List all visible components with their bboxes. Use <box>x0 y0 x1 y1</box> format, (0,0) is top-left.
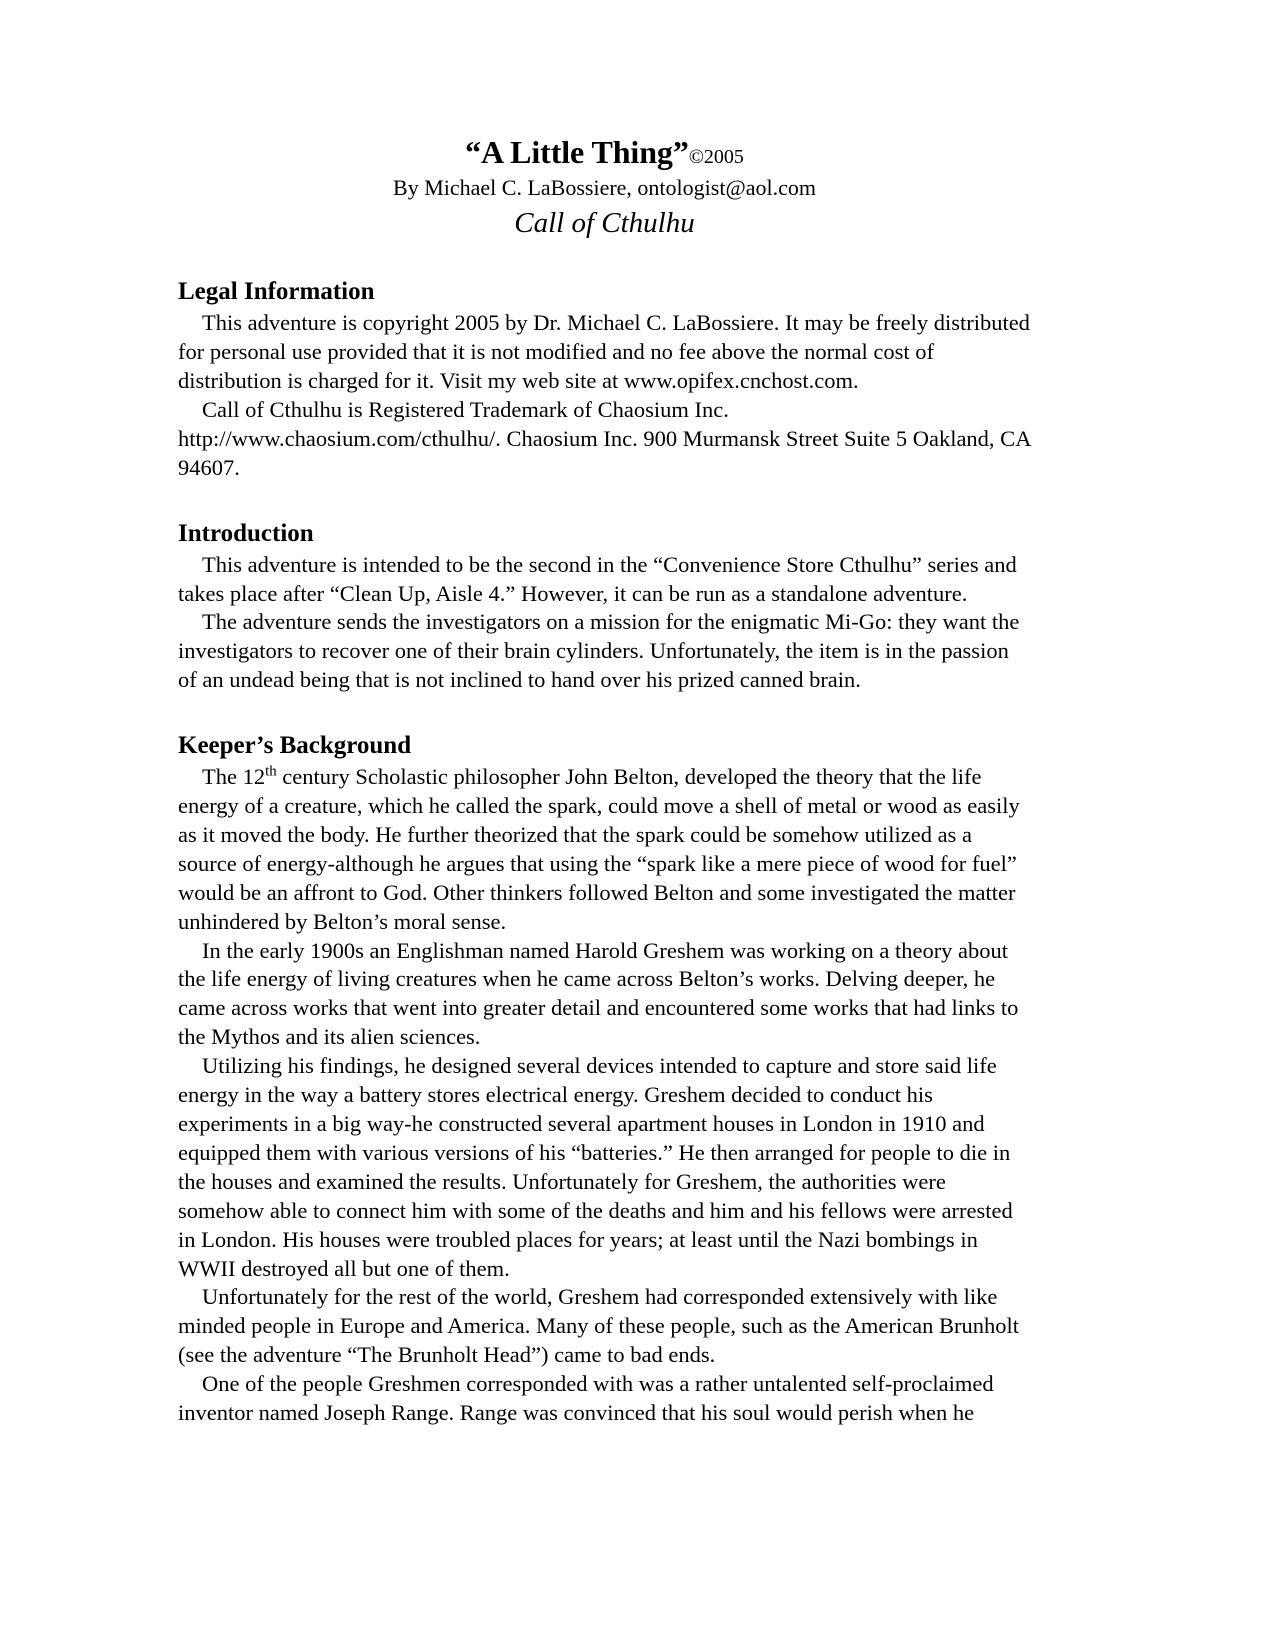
title-block <box>178 134 1031 241</box>
paragraph-body: century Scholastic philosopher John Belton, developed the theory that the life energy of a creature, which he called the spark, could move a shell of metal or wood as easily as it moved the body. He further theorized that the spark could be somehow utilized as a source of energy-although he argues that using the “spark like a mere piece of wood for fuel” would be an affront to God. Other thinkers followed Belton and some investigated the matter unhindered by Belton’s moral sense. <box>178 764 1020 934</box>
author-byline: By Michael C. LaBossiere, ontologist@aol.com <box>393 174 816 200</box>
paragraph: The adventure sends the investigators on a mission for the enigmatic Mi-Go: they want the investigators to recover one of their brain cylinders. Unfortunately, the item is in the passion of an undead being that is not inclined to hand over his prized canned brain. <box>178 609 1020 693</box>
paragraph: Call of Cthulhu is Registered Trademark of Chaosium Inc. http://www.chaosium.com/cthulhu/. Chaosium Inc. 900 Murmansk Street Suite 5 Oakland, CA 94607. <box>178 396 1031 480</box>
section-heading-keepers-background: Keeper’s Background <box>178 732 412 760</box>
paragraph: One of the people Greshmen corresponded with was a rather untalented self-proclaimed inventor named Joseph Range. Range was convinced that his soul would perish when he <box>178 1371 994 1426</box>
copyright-mark: ©2005 <box>688 146 744 168</box>
title-text: “A Little Thing” <box>465 134 689 170</box>
paragraph <box>178 763 1031 936</box>
game-system-title: Call of Cthulhu <box>514 206 695 239</box>
paragraph-prefix: The 12 <box>202 764 266 790</box>
paragraph: This adventure is intended to be the second in the “Convenience Store Cthulhu” series and takes place after “Clean Up, Aisle 4.” However, it can be run as a standalone adventure. <box>178 551 1017 606</box>
section-introduction <box>178 519 1031 696</box>
paragraph: This adventure is copyright 2005 by Dr. Michael C. LaBossiere. It may be freely distributed for personal use provided that it is not modified and no fee above the normal cost of distribution is charged for it. Visit my web site at www.opifex.cnchost.com. <box>178 310 1030 393</box>
ordinal-superscript: th <box>265 763 277 780</box>
section-keepers-background <box>178 731 1031 1428</box>
page-title <box>178 134 1031 172</box>
page-content <box>178 134 1031 1428</box>
section-legal-information <box>178 277 1031 482</box>
section-heading-legal-information: Legal Information <box>178 278 375 306</box>
paragraph: In the early 1900s an Englishman named Harold Greshem was working on a theory about the life energy of living creatures when he came across Belton’s works. Delving deeper, he came across works that went into greater detail and encountered some works that had links to the Mythos and its alien sciences. <box>178 937 1019 1050</box>
paragraph: Unfortunately for the rest of the world, Greshem had corresponded extensively with like minded people in Europe and America. Many of these people, such as the American Brunholt (see the adventure “The Brunholt Head”) came to bad ends. <box>178 1284 1020 1368</box>
paragraph: Utilizing his findings, he designed several devices intended to capture and store said life energy in the way a battery stores electrical energy. Greshem decided to conduct his experiments in a big way-he constructed several apartment houses in London in 1910 and equipped them with various versions of his “batteries.” He then arranged for people to die in the houses and examined the results. Unfortunately for Greshem, the authorities were somehow able to connect him with some of the deaths and him and his fellows were arrested in London. His houses were troubled places for years; at least until the Nazi bombings in WWII destroyed all but one of them. <box>178 1053 1013 1281</box>
section-heading-introduction: Introduction <box>178 519 314 547</box>
